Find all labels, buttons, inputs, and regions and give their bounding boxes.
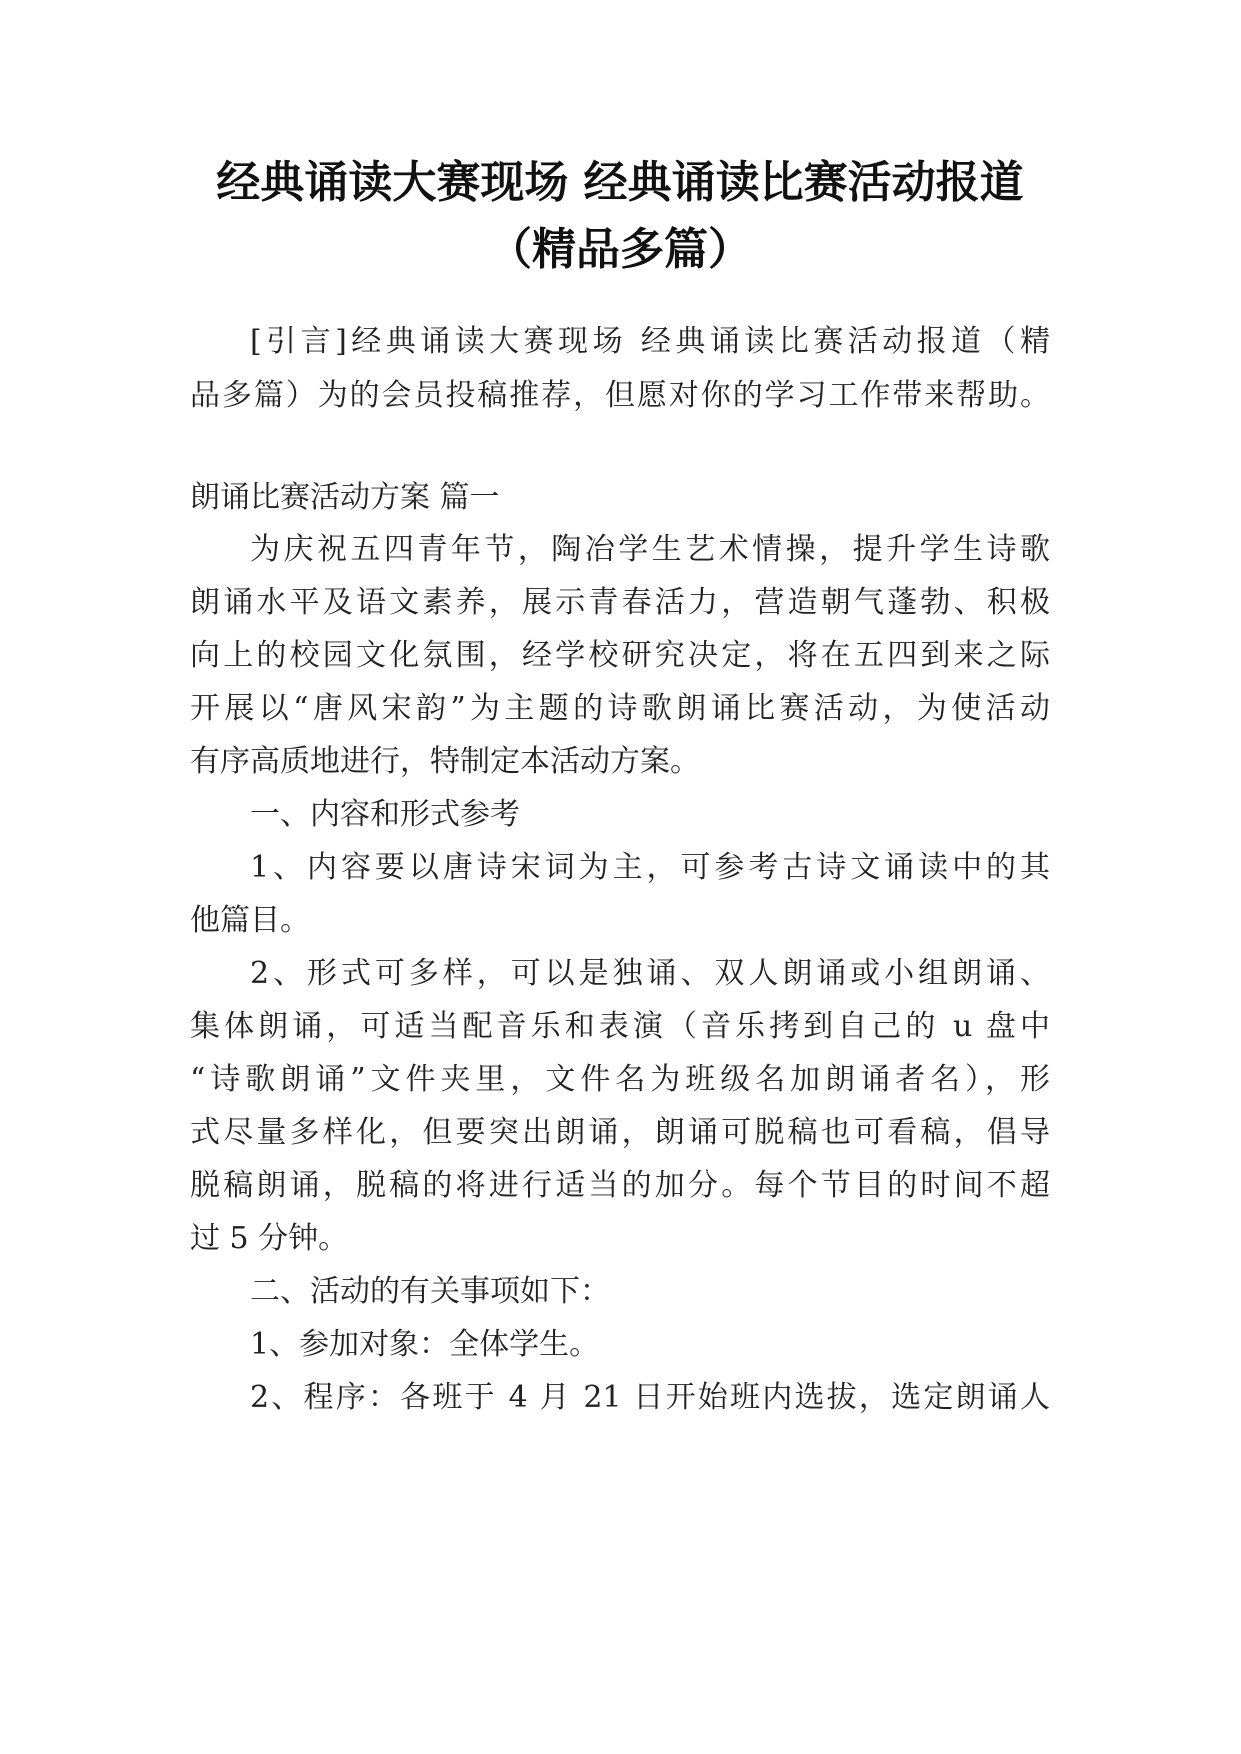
paragraph-line: 2、程序：各班于 4 月 21 日开始班内选拔，选定朗诵人: [250, 1380, 1050, 1415]
section-heading: 朗诵比赛活动方案 篇一: [190, 480, 500, 515]
paragraph-line: 式尽量多样化，但要突出朗诵，朗诵可脱稿也可看稿，倡导: [190, 1115, 1050, 1150]
document-title-line-1: 经典诵读大赛现场 经典诵读比赛活动报道: [216, 157, 1024, 208]
paragraph-line: 开展以“唐风宋韵”为主题的诗歌朗诵比赛活动，为使活动: [190, 691, 1050, 726]
paragraph-line: 向上的校园文化氛围，经学校研究决定，将在五四到来之际: [190, 638, 1050, 673]
intro-line-1: [引言]经典诵读大赛现场 经典诵读比赛活动报道（精: [250, 324, 1050, 359]
paragraph-line: 脱稿朗诵，脱稿的将进行适当的加分。每个节目的时间不超: [190, 1168, 1050, 1203]
subheading-activity-items: 二、活动的有关事项如下：: [250, 1274, 610, 1309]
paragraph-line: 2、形式可多样，可以是独诵、双人朗诵或小组朗诵、: [250, 956, 1050, 991]
paragraph-line: 他篇目。: [190, 903, 310, 938]
paragraph-line: 1、内容要以唐诗宋词为主，可参考古诗文诵读中的其: [250, 850, 1050, 885]
paragraph-line: 1、参加对象：全体学生。: [250, 1327, 600, 1362]
intro-line-2: 品多篇）为的会员投稿推荐，但愿对你的学习工作带来帮助。: [190, 378, 1050, 413]
subheading-content-form: 一、内容和形式参考: [250, 797, 520, 832]
paragraph-line: “诗歌朗诵”文件夹里，文件名为班级名加朗诵者名），形: [190, 1062, 1050, 1097]
paragraph-line: 朗诵水平及语文素养，展示青春活力，营造朝气蓬勃、积极: [190, 585, 1050, 620]
document-title-line-2: （精品多篇）: [488, 224, 752, 275]
paragraph-line: 有序高质地进行，特制定本活动方案。: [190, 744, 700, 779]
paragraph-line: 过 5 分钟。: [190, 1221, 349, 1256]
paragraph-line: 集体朗诵，可适当配音乐和表演（音乐拷到自己的 u 盘中: [190, 1009, 1050, 1044]
paragraph-line: 为庆祝五四青年节，陶冶学生艺术情操，提升学生诗歌: [250, 532, 1050, 567]
